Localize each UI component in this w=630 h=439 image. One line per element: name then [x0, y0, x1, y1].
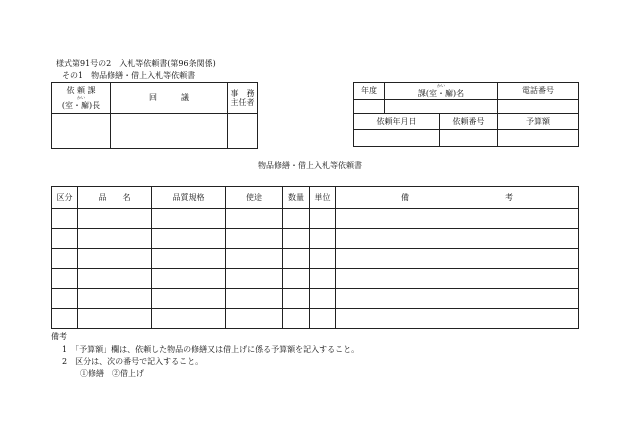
remarks-cell[interactable] [336, 229, 579, 249]
request-info-table [353, 82, 579, 147]
budget-amount-field[interactable] [498, 130, 579, 147]
table-row [52, 229, 579, 249]
table-row [52, 249, 579, 269]
request-number-label: 依頼番号 [440, 114, 498, 130]
remarks-cell[interactable] [336, 249, 579, 269]
division-name-text: 課(室・廨)名 [417, 88, 465, 98]
budget-amount-label: 予算額 [498, 114, 579, 130]
purpose-cell[interactable] [226, 209, 283, 229]
circulation-seal-cell[interactable] [111, 114, 228, 149]
division-chief-seal-cell[interactable] [52, 114, 111, 149]
approval-table [51, 82, 258, 149]
requesting-division-label: 依 頼 課 [66, 86, 96, 96]
table-row [52, 309, 579, 329]
unit-cell[interactable] [310, 249, 336, 269]
item-name-cell[interactable] [78, 269, 152, 289]
col-category: 区分 [52, 187, 78, 209]
ruby-kai: かい [77, 94, 85, 100]
phone-number-field[interactable] [498, 100, 579, 114]
col-purpose: 使途 [226, 187, 283, 209]
quantity-cell[interactable] [283, 269, 310, 289]
division-name-field[interactable] [385, 100, 498, 114]
col-remarks: 備 考 [336, 187, 579, 209]
note-1: 1 「予算額」欄は、依頼した物品の修繕又は借上げに係る予算額を記入すること。 [62, 345, 360, 354]
quantity-cell[interactable] [283, 249, 310, 269]
unit-cell[interactable] [310, 229, 336, 249]
purpose-cell[interactable] [226, 249, 283, 269]
category-cell[interactable] [52, 249, 78, 269]
category-cell[interactable] [52, 289, 78, 309]
category-cell[interactable] [52, 309, 78, 329]
quality-spec-cell[interactable] [152, 269, 226, 289]
col-item-name: 品 名 [78, 187, 152, 209]
purpose-cell[interactable] [226, 309, 283, 329]
table-row [52, 209, 579, 229]
purpose-cell[interactable] [226, 269, 283, 289]
quality-spec-cell[interactable] [152, 209, 226, 229]
form-number: 様式第91号の2 入札等依頼書(第96条関係) [56, 59, 216, 68]
remarks-cell[interactable] [336, 289, 579, 309]
division-name-label [385, 83, 498, 100]
quality-spec-cell[interactable] [152, 309, 226, 329]
remarks-cell[interactable] [336, 209, 579, 229]
category-cell[interactable] [52, 269, 78, 289]
item-name-cell[interactable] [78, 249, 152, 269]
quantity-cell[interactable] [283, 309, 310, 329]
quality-spec-cell[interactable] [152, 249, 226, 269]
fiscal-year-label: 年度 [354, 83, 385, 100]
requesting-division-chief-header [52, 83, 111, 114]
quality-spec-cell[interactable] [152, 289, 226, 309]
category-cell[interactable] [52, 229, 78, 249]
remarks-cell[interactable] [336, 309, 579, 329]
remarks-cell[interactable] [336, 269, 579, 289]
unit-cell[interactable] [310, 209, 336, 229]
table-row [52, 289, 579, 309]
affairs-officer-seal-cell[interactable] [228, 114, 258, 149]
quantity-cell[interactable] [283, 209, 310, 229]
officer-label: 主任者 [230, 98, 255, 107]
col-quantity: 数量 [283, 187, 310, 209]
item-name-cell[interactable] [78, 209, 152, 229]
items-table-header [52, 187, 579, 209]
request-number-field[interactable] [440, 130, 498, 147]
form-subtitle: その1 物品修繕・借上入札等依頼書 [62, 71, 196, 80]
fiscal-year-field[interactable] [354, 100, 385, 114]
phone-number-label: 電話番号 [498, 83, 579, 100]
table-row [52, 269, 579, 289]
category-cell[interactable] [52, 209, 78, 229]
circulation-header: 回 議 [111, 83, 228, 114]
notes-heading: 備考 [51, 332, 67, 341]
item-name-cell[interactable] [78, 309, 152, 329]
category-options: ①修繕 ②借上げ [80, 369, 144, 378]
purpose-cell[interactable] [226, 229, 283, 249]
main-title: 物品修繕・借上入札等依頼書 [258, 161, 362, 170]
ruby-kai: かい [437, 82, 445, 88]
item-name-cell[interactable] [78, 289, 152, 309]
col-quality-spec: 品質規格 [152, 187, 226, 209]
quantity-cell[interactable] [283, 289, 310, 309]
items-table [51, 186, 579, 329]
unit-cell[interactable] [310, 269, 336, 289]
division-chief-label: (室・廨)長 [61, 100, 101, 110]
item-name-cell[interactable] [78, 229, 152, 249]
request-date-label: 依頼年月日 [354, 114, 440, 130]
quality-spec-cell[interactable] [152, 229, 226, 249]
quantity-cell[interactable] [283, 229, 310, 249]
affairs-officer-header [228, 83, 258, 114]
note-2: 2 区分は、次の番号で記入すること。 [62, 357, 204, 366]
affairs-label: 事 務 [230, 88, 255, 98]
purpose-cell[interactable] [226, 289, 283, 309]
unit-cell[interactable] [310, 309, 336, 329]
request-date-field[interactable] [354, 130, 440, 147]
unit-cell[interactable] [310, 289, 336, 309]
col-unit: 単位 [310, 187, 336, 209]
